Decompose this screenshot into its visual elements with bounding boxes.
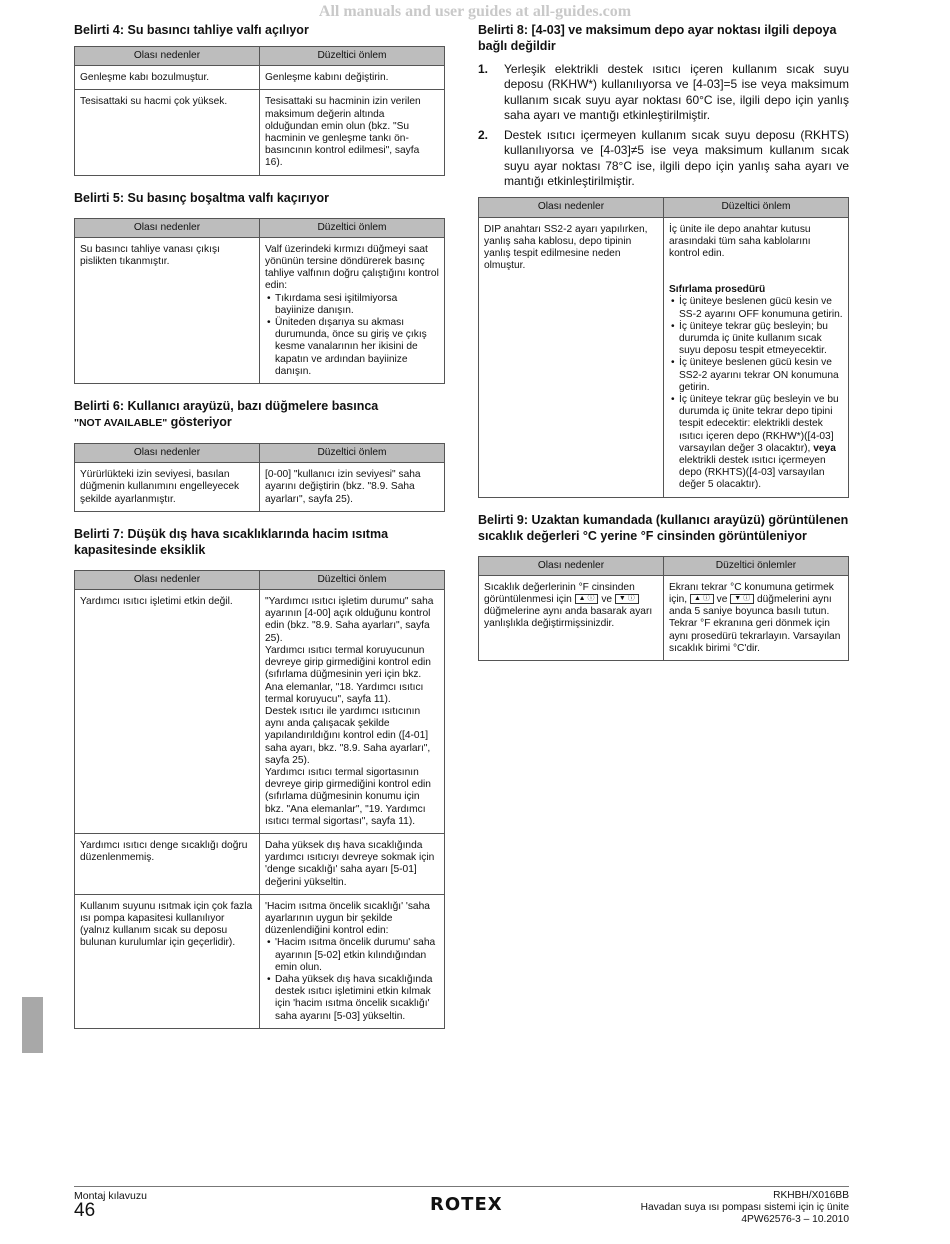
- cause-cell: [479, 575, 664, 660]
- causes-header: Olası nedenler: [75, 444, 260, 463]
- table-row: [75, 463, 445, 512]
- reset-bullet-list: [669, 296, 843, 491]
- symptom-7-section: [74, 526, 445, 1029]
- list-number: 1.: [478, 62, 489, 76]
- symptom-8-list: [478, 62, 849, 189]
- right-column: [478, 22, 849, 675]
- fix-bullet-list: [265, 937, 439, 1022]
- table-row: [479, 575, 849, 660]
- causes-header: Olası nedenler: [75, 47, 260, 66]
- fix-text: ve: [713, 594, 731, 606]
- list-item: • Tıkırdama sesi işitilmiyorsa bayiinize danışın.: [275, 293, 439, 317]
- measure-header: Düzeltici önlem: [260, 47, 445, 66]
- symptom-4-title: Belirti 4: Su basıncı tahliye valfı açılıyor: [74, 23, 309, 37]
- fix-cell: [664, 217, 849, 497]
- fix-intro: İç ünite ile depo anahtar kutusu arasındaki tüm saha kablolarını kontrol edin.: [669, 223, 811, 259]
- up-key-icon: ▲ ⓘ: [690, 594, 714, 604]
- watermark: All manuals and user guides at all-guides.com: [318, 3, 632, 20]
- symptom-5-table: [74, 218, 445, 384]
- measures-header: Düzeltici önlemler: [664, 556, 849, 575]
- left-column: [74, 22, 445, 1043]
- cause-cell: Yardımcı ısıtıcı denge sıcaklığı doğru düzenlenmemiş.: [75, 833, 260, 894]
- table-row: [75, 237, 445, 383]
- causes-header: Olası nedenler: [75, 218, 260, 237]
- symptom-9-section: [478, 512, 849, 661]
- symptom-8-title: Belirti 8: [4-03] ve maksimum depo ayar noktası ilgili depoya bağlı değildir: [478, 23, 837, 53]
- symptom-6-section: [74, 398, 445, 512]
- bullet-text: İç üniteye tekrar güç besleyin ve bu durumda iç ünite tekrar depo tipini tespit edecektir: elektrikli destek ısıtıcı içeren depo (RKHW*)([4-03] varsayılan değer 3 olacaktır),: [679, 394, 839, 454]
- list-item: • Daha yüksek dış hava sıcaklığında destek ısıtıcı işletimini etkin kılmak için 'hacim ısıtma öncelik sıcaklığı' saha ayarını [5-03] yükseltin.: [275, 974, 439, 1023]
- title-text: gösteriyor: [167, 415, 232, 430]
- cause-cell: Yürürlükteki izin seviyesi, basılan düğmenin kullanımını engelleyecek şekilde ayarlanmıştır.: [75, 463, 260, 512]
- page-number: 46: [74, 1200, 96, 1221]
- fix-text: Ekranı tekrar °C konumuna getirmek için,: [669, 581, 834, 606]
- symptom-4-section: [74, 22, 445, 176]
- cause-cell: Genleşme kabı bozulmuştur.: [75, 66, 260, 90]
- fix-intro: 'Hacim ısıtma öncelik sıcaklığı' 'saha ayarlarının uygun bir şekilde düzenlendiğini kontrol edin:: [265, 900, 430, 937]
- cause-cell: DIP anahtarı SS2-2 ayarı yapılırken, yanlış saha kablosu, depo tipinin yanlış tespit edilmesine neden olmuştur.: [479, 217, 664, 497]
- bullet-text: elektrikli destek ısıtıcı içermeyen depo (RKHTS)([4-03] varsayılan değer 5 olacaktır).: [679, 455, 826, 491]
- fix-cell: [260, 894, 445, 1028]
- up-key-icon: ▲ ⓘ: [575, 594, 599, 604]
- footer-doc-type: Montaj kılavuzu: [74, 1190, 147, 1202]
- list-item: • İç üniteye beslenen gücü kesin ve SS2-2 ayarını tekrar ON konumuna getirin.: [679, 357, 843, 394]
- symptom-9-title: Belirti 9: Uzaktan kumandada (kullanıcı arayüzü) görüntülenen sıcaklık değerleri °C yerine °F cinsinden görüntüleniyor: [478, 512, 849, 543]
- fix-cell: Tesisattaki su hacminin izin verilen maksimum değerin altında olduğundan emin olun (bkz. "Su hacminin ve genleşme tankı ön-basıncının kontrol edilmesi", sayfa 16).: [260, 90, 445, 175]
- fix-cell: Daha yüksek dış hava sıcaklığında yardımcı ısıtıcıyı devreye sokmak için 'denge sıcaklığı' saha ayarı [5-01] değerini yükseltin.: [260, 833, 445, 894]
- symptom-4-table: [74, 46, 445, 176]
- fix-paragraph: Yardımcı ısıtıcı termal koruyucunun devreye girip girmediğini kontrol edin (sıfırlama düğmesinin yeri için bkz. Ana elemanlar, "18. Yardımcı ısıtıcı termal koruyucu", sayfa 11).: [265, 644, 431, 705]
- cause-cell: Yardımcı ısıtıcı işletimi etkin değil.: [75, 590, 260, 834]
- causes-header: Olası nedenler: [75, 570, 260, 589]
- fix-cell: [664, 575, 849, 660]
- list-text: Yerleşik elektrikli destek ısıtıcı içeren kullanım sıcak suyu deposu (RKHW*) kullanılıyorsa ve [4-03]=5 ise veya maksimum kullanım sıcak suyu ayar noktası 60°C ise, ilgili depo için yanlış saha ayarı ve mantığı etkinleştirilmiştir.: [504, 62, 849, 122]
- fix-text: düğmelerini aynı anda 5 saniye boyunca basılı tutun. Tekrar °F ekranına geri dönmek için aynı prosedürü tekrarlayın. Varsayılan sıcaklık birimi °C'dir.: [669, 594, 841, 654]
- fix-cell: [260, 237, 445, 383]
- footer-divider: [74, 1186, 849, 1187]
- cause-text: ve: [598, 594, 615, 606]
- list-item: • İç üniteye beslenen gücü kesin ve SS-2 ayarını OFF konumuna getirin.: [679, 296, 843, 320]
- symptom-8-section: [478, 22, 849, 498]
- table-row: [75, 833, 445, 894]
- list-number: 2.: [478, 128, 489, 143]
- cause-text: Sıcaklık değerlerinin °F cinsinden görüntülenmesi için: [484, 581, 635, 606]
- down-key-icon: ▼ ⓘ: [615, 594, 639, 604]
- not-available-code: "NOT AVAILABLE": [74, 417, 168, 430]
- symptom-5-title: Belirti 5: Su basınç boşaltma valfı kaçırıyor: [74, 190, 329, 205]
- list-item: [478, 62, 849, 123]
- symptom-6-table: [74, 443, 445, 512]
- footer-product: Havadan suya ısı pompası sistemi için iç ünite: [640, 1202, 849, 1213]
- rotex-logo: ROTEX: [430, 1194, 503, 1215]
- symptom-7-title: Belirti 7: Düşük dış hava sıcaklıklarında hacim ısıtma kapasitesinde eksiklik: [74, 526, 389, 557]
- table-row: [75, 894, 445, 1028]
- measure-header: Düzeltici önlem: [260, 218, 445, 237]
- list-item: [478, 128, 849, 189]
- cause-text: düğmelerine aynı anda basarak ayarı yanlışlıkla değiştirmişsinizdir.: [484, 606, 653, 630]
- causes-header: Olası nedenler: [479, 556, 664, 575]
- reset-procedure-title: Sıfırlama prosedürü: [669, 284, 766, 296]
- fix-paragraph: Yardımcı ısıtıcı termal sigortasının devreye girip girmediğini kontrol edin (sıfırlama düğmesinin konumu için bkz. "Ana elemanlar", "19. Yardımcı ısıtıcı termal sigortası", sayfa 11).: [265, 766, 431, 827]
- symptom-9-table: [478, 556, 849, 661]
- bullet-emphasis: veya: [813, 442, 836, 454]
- symptom-5-section: [74, 190, 445, 384]
- cause-cell: Su basıncı tahliye vanası çıkışı pislikten tıkanmıştır.: [75, 237, 260, 383]
- fix-cell: Genleşme kabını değiştirin.: [260, 66, 445, 90]
- list-item: • Üniteden dışarıya su akması durumunda, önce su giriş ve çıkış kesme vanalarının her ikisini de kapatın ve ardından bayiinize danışın.: [275, 317, 439, 378]
- symptom-7-table: [74, 570, 445, 1029]
- cause-cell: Kullanım suyunu ısıtmak için çok fazla ısı pompa kapasitesi kullanılıyor (yalnız kullanım sıcak su deposu bulunan kurulumlar için geçerlidir).: [75, 894, 260, 1028]
- fix-cell: [260, 590, 445, 834]
- fix-intro: Valf üzerindeki kırmızı düğmeyi saat yönünün tersine döndürerek basınç tahliye valfının doğru çalıştığını kontrol edin:: [265, 243, 439, 292]
- chapter-tab-marker: [22, 997, 43, 1053]
- table-row: [75, 590, 445, 834]
- table-row: [75, 66, 445, 90]
- measure-header: Düzeltici önlem: [260, 444, 445, 463]
- list-text: Destek ısıtıcı içermeyen kullanım sıcak suyu deposu (RKHTS) kullanılıyorsa ve [4-03]≠5 ise veya maksimum kullanım sıcak suyu ayar noktası 78°C ise, ilgili depo için yanlış saha ayarı ve mantığı etkinleştirilmiştir.: [504, 128, 849, 189]
- table-row: [479, 217, 849, 497]
- footer-info: [641, 1190, 849, 1226]
- causes-header: Olası nedenler: [479, 198, 664, 217]
- cause-cell: Tesisattaki su hacmi çok yüksek.: [75, 90, 260, 175]
- measure-header: Düzeltici önlem: [664, 198, 849, 217]
- symptom-8-table: [478, 197, 849, 497]
- list-item: • 'Hacim ısıtma öncelik durumu' saha ayarının [5-02] etkin kılındığından emin olun.: [275, 937, 439, 974]
- title-text: Belirti 6: Kullanıcı arayüzü, bazı düğmelere basınca: [74, 399, 379, 414]
- fix-paragraph: Destek ısıtıcı ile yardımcı ısıtıcının aynı anda çalışacak şekilde yapılandırıldığını kontrol edin ([4-01] saha ayarı, bkz. "8.9. Saha ayarları", sayfa 25).: [265, 705, 431, 766]
- list-item: [679, 394, 843, 492]
- fix-bullet-list: [265, 293, 439, 378]
- fix-cell: [0-00] "kullanıcı izin seviyesi" saha ayarını değiştirin (bkz. "8.9. Saha ayarları", sayfa 25).: [260, 463, 445, 512]
- symptom-6-title: [74, 398, 445, 431]
- footer-model: RKHBH/X016BB: [773, 1190, 849, 1201]
- footer-doc-code: 4PW62576-3 – 10.2010: [741, 1214, 849, 1225]
- measure-header: Düzeltici önlem: [260, 570, 445, 589]
- list-item: • İç üniteye tekrar güç besleyin; bu durumda iç ünite kullanım sıcak suyu deposu tespit etmeyecektir.: [679, 321, 843, 358]
- table-row: [75, 90, 445, 175]
- down-key-icon: ▼ ⓘ: [730, 594, 754, 604]
- fix-paragraph: "Yardımcı ısıtıcı işletim durumu" saha ayarının [4-00] açık olduğunu kontrol edin (bkz. "8.9. Saha ayarları", sayfa 25).: [265, 596, 434, 644]
